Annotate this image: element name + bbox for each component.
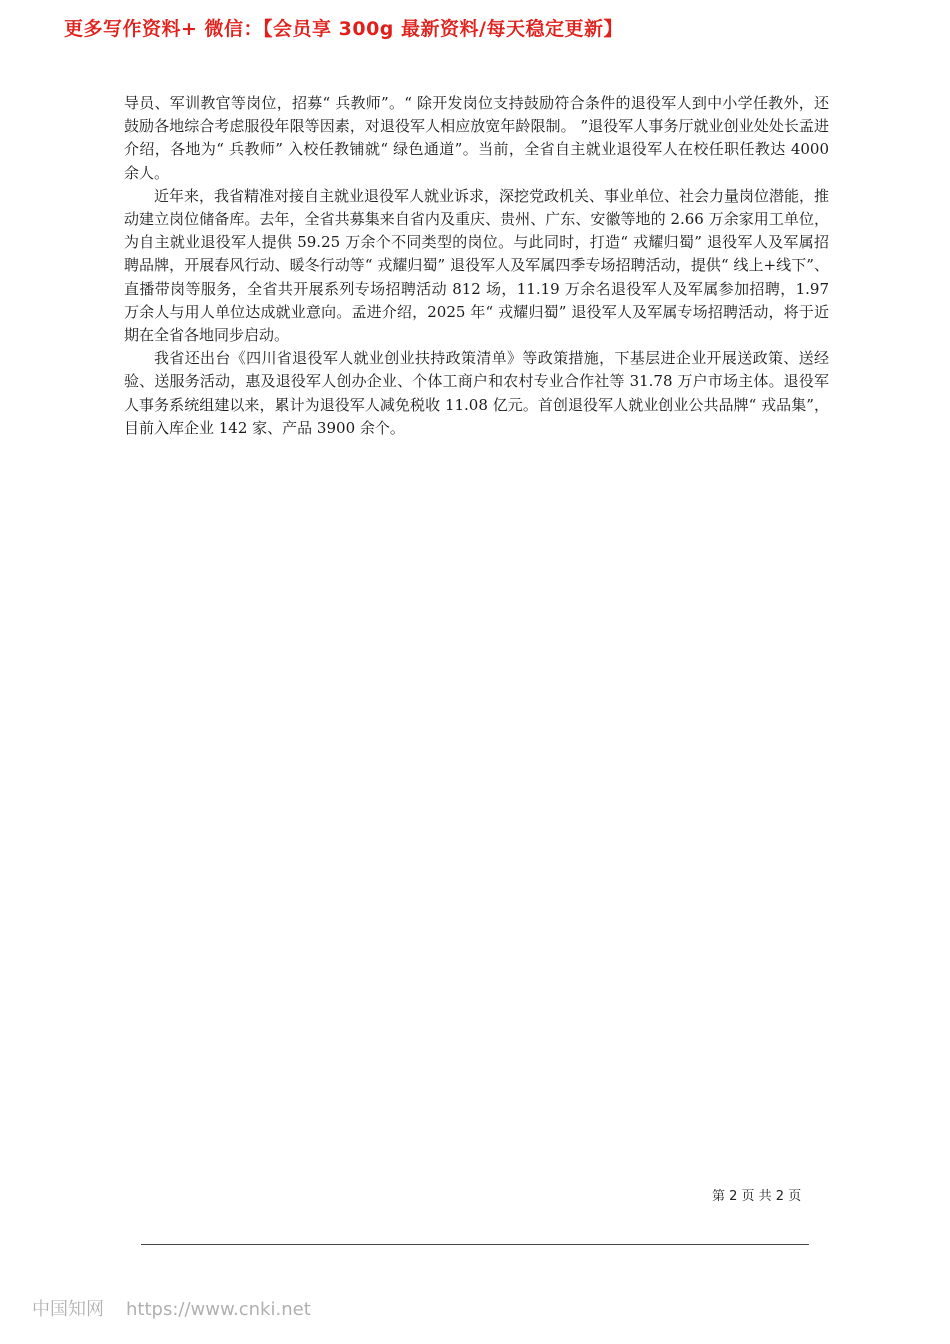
paragraph: 导员、军训教官等岗位，招募“ 兵教师”。“ 除开发岗位支持鼓励符合条件的退役军人到中小学任教外，还鼓励各地综合考虑服役年限等因素，对退役军人相应放宽年龄限制。 ”退役军人事务厅就业创业处处长孟进介绍，各地为“ 兵教师” 入校任教铺就“ 绿色通道”。当前，全省自主就业退役军人在校任职任教达 4000 余人。 — [124, 94, 829, 182]
paragraph: 近年来，我省精准对接自主就业退役军人就业诉求，深挖党政机关、事业单位、社会力量岗位潜能，推动建立岗位储备库。去年，全省共募集来自省内及重庆、贵州、广东、安徽等地的 2.66 万余家用工单位，为自主就业退役军人提供 59.25 万余个不同类型的岗位。与此同时，打造“ 戎耀归蜀” 退役军人及军属招聘品牌，开展春风行动、暖冬行动等“ 戎耀归蜀” 退役军人及军属四季专场招聘活动，提供“ 线上+线下”、直播带岗等服务，全省共开展系列专场招聘活动 812 场，11.19 万余名退役军人及军属参加招聘，1.97 万余人与用人单位达成就业意向。孟进介绍，2025 年“ 戎耀归蜀” 退役军人及军属专场招聘活动，将于近期在全省各地同步启动。 — [124, 186, 830, 345]
watermark-url: https://www.cnki.net — [126, 1299, 311, 1320]
watermark — [32, 1295, 311, 1321]
page-number: 第 2 页 共 2 页 — [712, 1189, 802, 1204]
promo-banner: 更多写作资料+ 微信：【会员享 300g 最新资料/每天稳定更新】 — [64, 18, 623, 40]
document-body — [124, 92, 829, 440]
watermark-site-name: 中国知网 — [32, 1299, 104, 1320]
paragraph: 我省还出台《四川省退役军人就业创业扶持政策清单》等政策措施，下基层进企业开展送政策、送经验、送服务活动，惠及退役军人创办企业、个体工商户和农村专业合作社等 31.78 万户市场主体。退役军人事务系统组建以来，累计为退役军人减免税收 11.08 亿元。首创退役军人就业创业公共品牌“ 戎品集”，目前入库企业 142 家、产品 3900 余个。 — [124, 349, 829, 437]
footer-divider — [141, 1244, 809, 1245]
